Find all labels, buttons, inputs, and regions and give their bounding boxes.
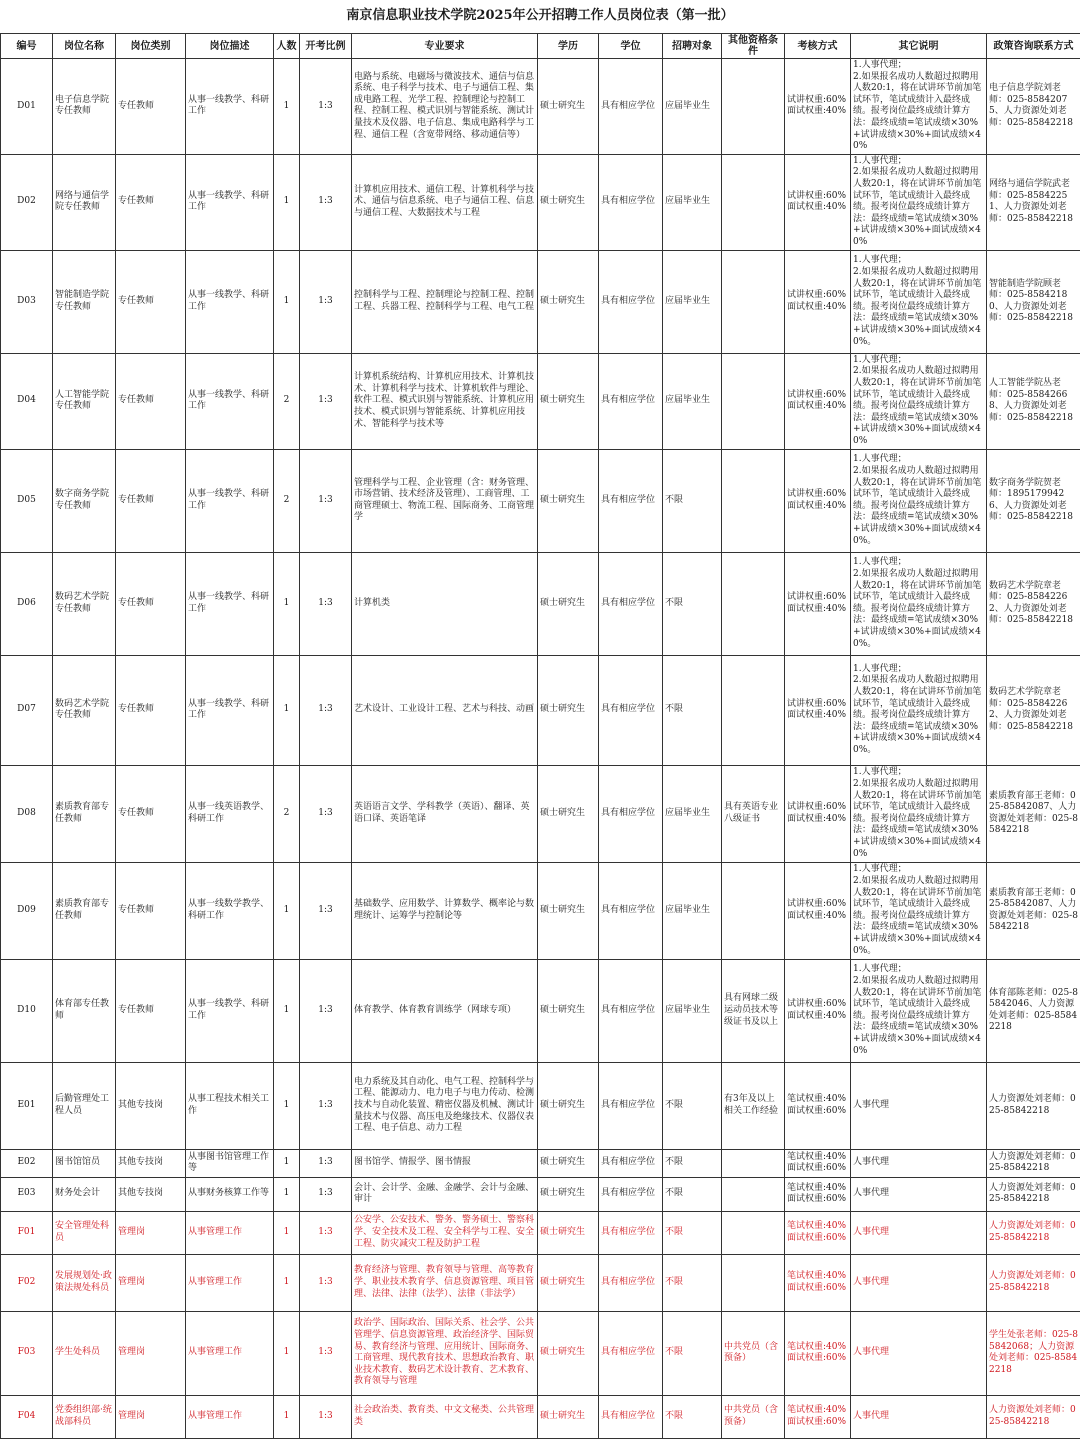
cell-note: 1.人事代理； 2.如果报名成功人数超过拟聘用人数20:1，将在试讲环节前加笔试环节，笔试成绩计入最终成绩。报考岗位最终成绩计算方法：最终成绩=笔试成绩×30%+试讲成绩×30%+面试成绩×40% [851,765,987,862]
cell-degree: 具有相应学位 [599,1177,663,1211]
cell-target: 应届毕业生 [663,765,722,862]
cell-other: 具有网球二级运动员技术等级证书及以上 [722,959,785,1062]
cell-category: 专任教师 [116,59,186,155]
cell-assess: 笔试权重:40% 面试权重:60% [785,1254,851,1311]
cell-id: D05 [1,449,53,552]
cell-ratio: 1:3 [300,1211,352,1254]
cell-target: 不限 [663,1395,722,1438]
cell-name: 数码艺术学院专任教师 [53,552,116,655]
cell-category: 专任教师 [116,655,186,765]
cell-other [722,154,785,250]
cell-edu: 硕士研究生 [538,552,599,655]
cell-target: 不限 [663,1211,722,1254]
table-row [1,1149,1080,1177]
cell-num: 1 [274,959,300,1062]
cell-target: 不限 [663,552,722,655]
header-id: 编号 [1,34,53,59]
cell-name: 体育部专任教师 [53,959,116,1062]
cell-assess: 试讲权重:60% 面试权重:40% [785,353,851,449]
cell-edu: 硕士研究生 [538,765,599,862]
cell-other [722,552,785,655]
cell-category: 管理岗 [116,1395,186,1438]
table-row [1,1177,1080,1211]
cell-major: 计算机类 [352,552,538,655]
cell-target: 不限 [663,1311,722,1395]
cell-ratio: 1:3 [300,1395,352,1438]
header-assess: 考核方式 [785,34,851,59]
cell-edu: 硕士研究生 [538,250,599,353]
cell-note: 人事代理 [851,1062,987,1149]
cell-major: 英语语言文学、学科教学（英语）、翻译、英语口译、英语笔译 [352,765,538,862]
cell-ratio: 1:3 [300,1254,352,1311]
cell-num: 1 [274,1254,300,1311]
cell-ratio: 1:3 [300,655,352,765]
cell-id: F01 [1,1211,53,1254]
cell-other: 有3年及以上相关工作经验 [722,1062,785,1149]
cell-contact: 人力资源处刘老师：025-85842218 [987,1254,1080,1311]
cell-edu: 硕士研究生 [538,449,599,552]
header-major: 专业要求 [352,34,538,59]
cell-num: 1 [274,1149,300,1177]
cell-ratio: 1:3 [300,449,352,552]
cell-category: 专任教师 [116,552,186,655]
cell-note: 1.人事代理； 2.如果报名成功人数超过拟聘用人数20:1，将在试讲环节前加笔试环节，笔试成绩计入最终成绩。报考岗位最终成绩计算方法：最终成绩=笔试成绩×30%+试讲成绩×30%+面试成绩×40% [851,959,987,1062]
header-other: 其他资格条件 [722,34,785,59]
cell-id: D08 [1,765,53,862]
cell-assess: 试讲权重:60% 面试权重:40% [785,552,851,655]
cell-major: 会计、会计学、金融、金融学、会计与金融、审计 [352,1177,538,1211]
cell-name: 图书馆馆员 [53,1149,116,1177]
cell-note: 1.人事代理； 2.如果报名成功人数超过拟聘用人数20:1，将在试讲环节前加笔试环节，笔试成绩计入最终成绩。报考岗位最终成绩计算方法：最终成绩=笔试成绩×30%+试讲成绩×30%+面试成绩×40%。 [851,449,987,552]
table-row [1,1254,1080,1311]
cell-desc: 从事一线教学、科研工作 [186,154,274,250]
cell-desc: 从事一线数学教学、科研工作 [186,862,274,959]
cell-desc: 从事财务核算工作等 [186,1177,274,1211]
cell-ratio: 1:3 [300,1311,352,1395]
cell-contact: 人力资源处刘老师：025-85842218 [987,1395,1080,1438]
cell-note: 人事代理 [851,1211,987,1254]
cell-desc: 从事一线英语教学、科研工作 [186,765,274,862]
cell-edu: 硕士研究生 [538,353,599,449]
cell-target: 不限 [663,655,722,765]
cell-category: 专任教师 [116,959,186,1062]
cell-contact: 人力资源处刘老师：025-85842218 [987,1062,1080,1149]
cell-desc: 从事管理工作 [186,1395,274,1438]
cell-degree: 具有相应学位 [599,1395,663,1438]
cell-degree: 具有相应学位 [599,1062,663,1149]
cell-degree: 具有相应学位 [599,353,663,449]
cell-other [722,862,785,959]
cell-id: F02 [1,1254,53,1311]
cell-edu: 硕士研究生 [538,959,599,1062]
cell-target: 应届毕业生 [663,250,722,353]
cell-category: 专任教师 [116,449,186,552]
cell-major: 计算机系统结构、计算机应用技术、计算机技术、计算机科学与技术、计算机软件与理论、软件工程、模式识别与智能系统、计算机应用技术、模式识别与智能系统、计算机应用技术、智能科学与技术等 [352,353,538,449]
cell-contact: 素质教育部王老师：025-85842087、人力资源处刘老师：025-85842218 [987,765,1080,862]
cell-target: 应届毕业生 [663,154,722,250]
cell-edu: 硕士研究生 [538,655,599,765]
cell-id: D02 [1,154,53,250]
cell-major: 公安学、公安技术、警务、警务硕士、警察科学、安全技术及工程、安全科学与工程、安全工程、防灾减灾工程及防护工程 [352,1211,538,1254]
cell-num: 1 [274,154,300,250]
cell-note: 1.人事代理； 2.如果报名成功人数超过拟聘用人数20:1，将在试讲环节前加笔试环节，笔试成绩计入最终成绩。报考岗位最终成绩计算方法：最终成绩=笔试成绩×30%+试讲成绩×30%+面试成绩×40% [851,59,987,155]
cell-name: 数字商务学院专任教师 [53,449,116,552]
cell-other [722,1254,785,1311]
cell-desc: 从事管理工作 [186,1254,274,1311]
cell-num: 1 [274,1395,300,1438]
cell-name: 电子信息学院专任教师 [53,59,116,155]
header-name: 岗位名称 [53,34,116,59]
cell-desc: 从事一线教学、科研工作 [186,250,274,353]
cell-category: 专任教师 [116,154,186,250]
cell-edu: 硕士研究生 [538,1211,599,1254]
cell-id: D01 [1,59,53,155]
table-row [1,1311,1080,1395]
header-desc: 岗位描述 [186,34,274,59]
header-num: 人数 [274,34,300,59]
table-row [1,1062,1080,1149]
cell-assess: 笔试权重:40% 面试权重:60% [785,1395,851,1438]
cell-note: 人事代理 [851,1395,987,1438]
cell-major: 政治学、国际政治、国际关系、社会学、公共管理学、信息资源管理、政治经济学、国际贸易、教育经济与管理、应用统计、国际商务、工商管理、现代教育技术、思想政治教育、职业技术教育、数码艺术设计教育、艺术教育、教育领导与管理 [352,1311,538,1395]
table-header-row [1,34,1080,59]
table-row [1,250,1080,353]
cell-ratio: 1:3 [300,552,352,655]
cell-num: 2 [274,353,300,449]
cell-name: 发展规划处·政策法规处科员 [53,1254,116,1311]
cell-degree: 具有相应学位 [599,250,663,353]
cell-assess: 试讲权重:60% 面试权重:40% [785,862,851,959]
cell-target: 不限 [663,1062,722,1149]
cell-name: 数码艺术学院专任教师 [53,655,116,765]
cell-degree: 具有相应学位 [599,655,663,765]
cell-edu: 硕士研究生 [538,1149,599,1177]
cell-assess: 笔试权重:40% 面试权重:60% [785,1149,851,1177]
cell-major: 电路与系统、电磁场与微波技术、通信与信息系统、电子科学与技术、电子与通信工程、集成电路工程、光学工程、控制理论与控制工程、控制工程、模式识别与智能系统、测试计量技术及仪器、电子信息、集成电路科学与工程、通信工程（含宽带网络、移动通信等） [352,59,538,155]
table-row [1,59,1080,155]
cell-degree: 具有相应学位 [599,59,663,155]
table-row [1,552,1080,655]
cell-desc: 从事一线教学、科研工作 [186,655,274,765]
cell-ratio: 1:3 [300,59,352,155]
cell-category: 专任教师 [116,250,186,353]
cell-desc: 从事管理工作 [186,1311,274,1395]
cell-category: 专任教师 [116,862,186,959]
cell-assess: 试讲权重:60% 面试权重:40% [785,59,851,155]
cell-degree: 具有相应学位 [599,862,663,959]
cell-name: 素质教育部专任教师 [53,862,116,959]
cell-num: 1 [274,59,300,155]
cell-note: 1.人事代理； 2.如果报名成功人数超过拟聘用人数20:1，将在试讲环节前加笔试环节，笔试成绩计入最终成绩。报考岗位最终成绩计算方法：最终成绩=笔试成绩×30%+试讲成绩×30%+面试成绩×40%。 [851,862,987,959]
cell-ratio: 1:3 [300,353,352,449]
cell-id: D10 [1,959,53,1062]
cell-major: 艺术设计、工业设计工程、艺术与科技、动画 [352,655,538,765]
cell-contact: 人力资源处刘老师：025-85842218 [987,1211,1080,1254]
cell-contact: 素质教育部王老师：025-85842087、人力资源处刘老师：025-85842218 [987,862,1080,959]
cell-other [722,59,785,155]
cell-degree: 具有相应学位 [599,552,663,655]
cell-name: 后勤管理处工程人员 [53,1062,116,1149]
cell-name: 智能制造学院专任教师 [53,250,116,353]
cell-assess: 笔试权重:40% 面试权重:60% [785,1177,851,1211]
header-target: 招聘对象 [663,34,722,59]
cell-ratio: 1:3 [300,1062,352,1149]
cell-id: D06 [1,552,53,655]
cell-major: 管理科学与工程、企业管理（含：财务管理、市场营销、技术经济及管理）、工商管理、工商管理硕士、物流工程、国际商务、工商管理学 [352,449,538,552]
cell-num: 1 [274,1211,300,1254]
cell-ratio: 1:3 [300,765,352,862]
header-ratio: 开考比例 [300,34,352,59]
cell-target: 不限 [663,1254,722,1311]
cell-note: 1.人事代理； 2.如果报名成功人数超过拟聘用人数20:1，将在试讲环节前加笔试环节，笔试成绩计入最终成绩。报考岗位最终成绩计算方法：最终成绩=笔试成绩×30%+试讲成绩×30%+面试成绩×40% [851,353,987,449]
cell-desc: 从事一线教学、科研工作 [186,59,274,155]
table-row [1,449,1080,552]
cell-edu: 硕士研究生 [538,1177,599,1211]
cell-degree: 具有相应学位 [599,1149,663,1177]
cell-major: 计算机应用技术、通信工程、计算机科学与技术、通信与信息系统、电子与通信工程、信息与通信工程、大数据技术与工程 [352,154,538,250]
header-edu: 学历 [538,34,599,59]
cell-degree: 具有相应学位 [599,1211,663,1254]
cell-contact: 数码艺术学院章老师：025-85842262、人力资源处刘老师：025-85842218 [987,552,1080,655]
cell-assess: 试讲权重:60% 面试权重:40% [785,154,851,250]
cell-ratio: 1:3 [300,862,352,959]
cell-category: 管理岗 [116,1211,186,1254]
cell-id: E01 [1,1062,53,1149]
cell-contact: 学生处张老师：025-85842068；人力资源处刘老师：025-85842218 [987,1311,1080,1395]
cell-desc: 从事一线教学、科研工作 [186,449,274,552]
cell-contact: 人力资源处刘老师：025-85842218 [987,1177,1080,1211]
cell-degree: 具有相应学位 [599,449,663,552]
cell-other [722,1149,785,1177]
cell-other: 中共党员（含预备） [722,1311,785,1395]
cell-assess: 笔试权重:40% 面试权重:60% [785,1211,851,1254]
cell-other: 中共党员（含预备） [722,1395,785,1438]
cell-id: D07 [1,655,53,765]
cell-other [722,449,785,552]
cell-desc: 从事工程技术相关工作 [186,1062,274,1149]
cell-target: 不限 [663,1149,722,1177]
cell-edu: 硕士研究生 [538,1254,599,1311]
cell-assess: 试讲权重:60% 面试权重:40% [785,655,851,765]
cell-major: 基础数学、应用数学、计算数学、概率论与数理统计、运筹学与控制论等 [352,862,538,959]
cell-id: E02 [1,1149,53,1177]
cell-name: 学生处科员 [53,1311,116,1395]
cell-num: 1 [274,250,300,353]
cell-desc: 从事管理工作 [186,1211,274,1254]
cell-edu: 硕士研究生 [538,1395,599,1438]
cell-edu: 硕士研究生 [538,154,599,250]
cell-other [722,1211,785,1254]
cell-degree: 具有相应学位 [599,1311,663,1395]
cell-id: D03 [1,250,53,353]
header-degree: 学位 [599,34,663,59]
cell-desc: 从事一线教学、科研工作 [186,353,274,449]
cell-assess: 试讲权重:60% 面试权重:40% [785,250,851,353]
cell-desc: 从事一线教学、科研工作 [186,552,274,655]
cell-num: 1 [274,1177,300,1211]
cell-note: 人事代理 [851,1311,987,1395]
cell-name: 党委组织部·统战部科员 [53,1395,116,1438]
cell-target: 应届毕业生 [663,353,722,449]
cell-num: 1 [274,1311,300,1395]
cell-assess: 试讲权重:60% 面试权重:40% [785,449,851,552]
table-row [1,1395,1080,1438]
table-row [1,765,1080,862]
cell-edu: 硕士研究生 [538,1311,599,1395]
cell-id: F03 [1,1311,53,1395]
cell-name: 网络与通信学院专任教师 [53,154,116,250]
cell-assess: 笔试权重:40% 面试权重:60% [785,1062,851,1149]
cell-contact: 体育部陈老师：025-85842046、人力资源处刘老师：025-85842218 [987,959,1080,1062]
cell-desc: 从事一线教学、科研工作 [186,959,274,1062]
cell-major: 图书馆学、情报学、图书情报 [352,1149,538,1177]
cell-category: 管理岗 [116,1254,186,1311]
cell-major: 控制科学与工程、控制理论与控制工程、控制工程、兵器工程、控制科学与工程、电气工程 [352,250,538,353]
cell-category: 专任教师 [116,353,186,449]
cell-target: 应届毕业生 [663,959,722,1062]
table-row [1,353,1080,449]
table-row [1,1211,1080,1254]
positions-table [0,33,1080,1439]
header-contact: 政策咨询联系方式 [987,34,1080,59]
cell-target: 应届毕业生 [663,862,722,959]
cell-assess: 试讲权重:60% 面试权重:40% [785,765,851,862]
cell-major: 体育教学、体育教育训练学（网球专项） [352,959,538,1062]
cell-major: 教育经济与管理、教育领导与管理、高等教育学、职业技术教育学、信息资源管理、项目管理、法律、法律（法学）、法律（非法学） [352,1254,538,1311]
cell-contact: 数码艺术学院章老师：025-85842262、人力资源处刘老师：025-85842218 [987,655,1080,765]
cell-num: 1 [274,1062,300,1149]
cell-contact: 智能制造学院顾老师：025-85842180、人力资源处刘老师：025-85842218 [987,250,1080,353]
cell-major: 电力系统及其自动化、电气工程、控制科学与工程、能源动力、电力电子与电力传动、检测技术与自动化装置、精密仪器及机械、测试计量技术与仪器、高压电及绝缘技术、仪器仪表工程、电子信息、动力工程 [352,1062,538,1149]
cell-contact: 人工智能学院丛老师：025-85842668、人力资源处刘老师：025-85842218 [987,353,1080,449]
cell-category: 专任教师 [116,765,186,862]
cell-category: 管理岗 [116,1311,186,1395]
cell-category: 其他专技岗 [116,1177,186,1211]
cell-num: 1 [274,552,300,655]
cell-ratio: 1:3 [300,1177,352,1211]
page-title: 南京信息职业技术学院2025年公开招聘工作人员岗位表（第一批） [346,8,734,23]
cell-ratio: 1:3 [300,250,352,353]
table-row [1,154,1080,250]
cell-name: 素质教育部专任教师 [53,765,116,862]
cell-degree: 具有相应学位 [599,1254,663,1311]
cell-major: 社会政治类、教育类、中文文秘类、公共管理类 [352,1395,538,1438]
cell-note: 1.人事代理； 2.如果报名成功人数超过拟聘用人数20:1，将在试讲环节前加笔试环节，笔试成绩计入最终成绩。报考岗位最终成绩计算方法：最终成绩=笔试成绩×30%+试讲成绩×30%+面试成绩×40% [851,154,987,250]
cell-category: 其他专技岗 [116,1062,186,1149]
cell-degree: 具有相应学位 [599,154,663,250]
cell-contact: 网络与通信学院武老师：025-85842251、人力资源处刘老师：025-85842218 [987,154,1080,250]
cell-id: E03 [1,1177,53,1211]
cell-id: D04 [1,353,53,449]
cell-note: 1.人事代理； 2.如果报名成功人数超过拟聘用人数20:1，将在试讲环节前加笔试环节，笔试成绩计入最终成绩。报考岗位最终成绩计算方法：最终成绩=笔试成绩×30%+试讲成绩×30%+面试成绩×40%。 [851,655,987,765]
cell-id: F04 [1,1395,53,1438]
cell-assess: 试讲权重:60% 面试权重:40% [785,959,851,1062]
cell-contact: 数字商务学院贺老师：18951799426、人力资源处刘老师：025-85842218 [987,449,1080,552]
cell-edu: 硕士研究生 [538,59,599,155]
cell-num: 2 [274,449,300,552]
cell-ratio: 1:3 [300,154,352,250]
cell-note: 人事代理 [851,1254,987,1311]
table-row [1,959,1080,1062]
cell-note: 1.人事代理； 2.如果报名成功人数超过拟聘用人数20:1，将在试讲环节前加笔试环节，笔试成绩计入最终成绩。报考岗位最终成绩计算方法：最终成绩=笔试成绩×30%+试讲成绩×30%+面试成绩×40%。 [851,552,987,655]
cell-target: 不限 [663,1177,722,1211]
cell-edu: 硕士研究生 [538,1062,599,1149]
cell-category: 其他专技岗 [116,1149,186,1177]
cell-name: 财务处会计 [53,1177,116,1211]
cell-contact: 人力资源处刘老师：025-85842218 [987,1149,1080,1177]
cell-ratio: 1:3 [300,959,352,1062]
cell-degree: 具有相应学位 [599,765,663,862]
cell-target: 不限 [663,449,722,552]
cell-id: D09 [1,862,53,959]
cell-note: 1.人事代理； 2.如果报名成功人数超过拟聘用人数20:1，将在试讲环节前加笔试环节，笔试成绩计入最终成绩。报考岗位最终成绩计算方法：最终成绩=笔试成绩×30%+试讲成绩×30%+面试成绩×40%。 [851,250,987,353]
cell-desc: 从事图书馆管理工作等 [186,1149,274,1177]
cell-contact: 电子信息学院刘老师：025-85842075、人力资源处刘老师：025-85842218 [987,59,1080,155]
cell-other [722,250,785,353]
cell-num: 2 [274,765,300,862]
cell-note: 人事代理 [851,1177,987,1211]
cell-degree: 具有相应学位 [599,959,663,1062]
cell-ratio: 1:3 [300,1149,352,1177]
table-row [1,862,1080,959]
cell-edu: 硕士研究生 [538,862,599,959]
header-note: 其它说明 [851,34,987,59]
cell-other: 具有英语专业八级证书 [722,765,785,862]
cell-other [722,1177,785,1211]
cell-other [722,655,785,765]
cell-name: 人工智能学院专任教师 [53,353,116,449]
table-body [1,59,1080,1439]
cell-name: 安全管理处科员 [53,1211,116,1254]
cell-note: 人事代理 [851,1149,987,1177]
cell-target: 应届毕业生 [663,59,722,155]
cell-num: 1 [274,655,300,765]
cell-num: 1 [274,862,300,959]
cell-assess: 笔试权重:40% 面试权重:60% [785,1311,851,1395]
table-row [1,655,1080,765]
header-category: 岗位类别 [116,34,186,59]
cell-other [722,353,785,449]
